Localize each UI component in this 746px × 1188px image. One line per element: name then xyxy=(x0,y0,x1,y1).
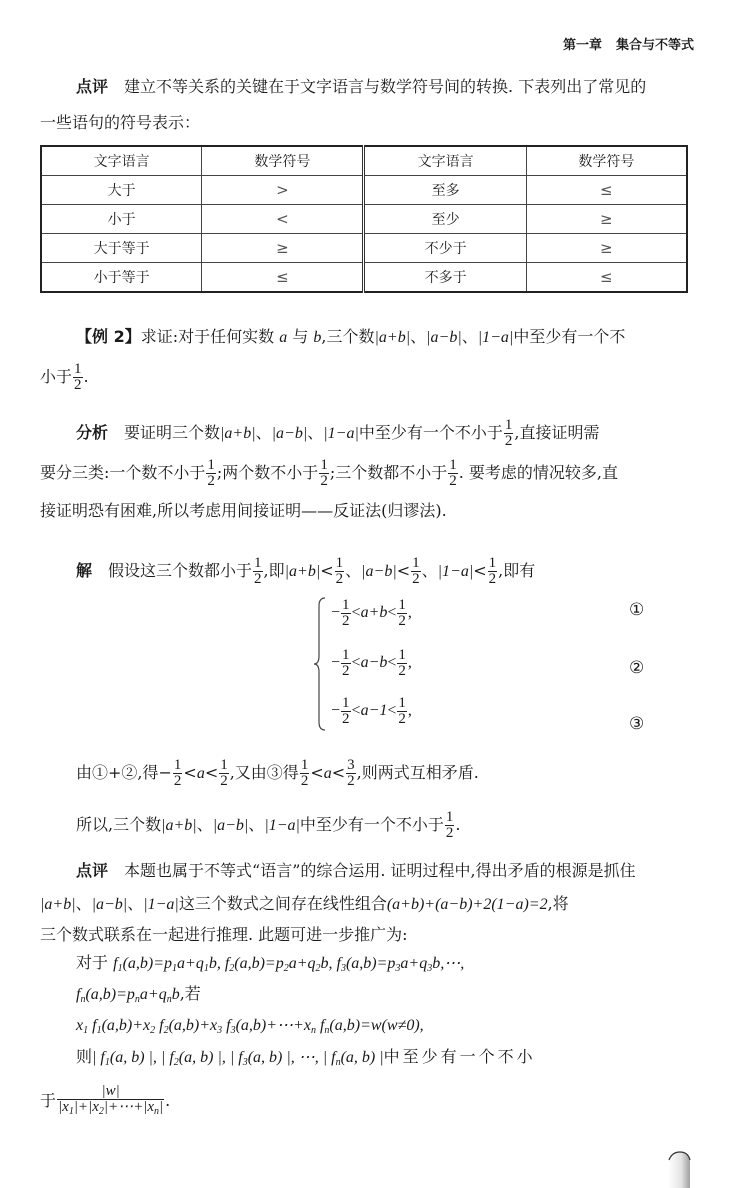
fraction-half xyxy=(73,362,83,393)
denominator: 2 xyxy=(300,773,309,789)
running-header xyxy=(563,34,694,53)
text: 、 xyxy=(307,423,324,442)
text: − xyxy=(331,702,341,720)
numerator: 1 xyxy=(74,361,82,377)
math-expr: |a+b| xyxy=(220,425,256,442)
generalization-line1 xyxy=(40,952,706,980)
text: 中至少有一个不 xyxy=(513,327,626,346)
fraction-half xyxy=(488,556,498,587)
text: − xyxy=(331,654,341,672)
numerator: 1 xyxy=(207,457,215,473)
denominator: $|x_1|+|x_2|+\cdots+|x_n|$ xyxy=(58,1099,164,1117)
text: 、 xyxy=(75,894,92,913)
denominator: 2 xyxy=(398,711,406,727)
table-header: 数学符号 xyxy=(526,146,687,176)
table-cell: 不少于 xyxy=(364,234,526,263)
text: 所以,三个数 xyxy=(76,815,162,834)
table-row xyxy=(41,176,687,205)
math-expr: |1−a| xyxy=(437,563,474,580)
equation-mark-1: ① xyxy=(629,600,645,620)
analysis-line3 xyxy=(40,500,706,522)
fraction-bound xyxy=(57,1084,164,1119)
text: < xyxy=(387,654,397,672)
numerator: 1 xyxy=(398,695,406,711)
text: 则 xyxy=(76,1047,93,1066)
numerator: 1 xyxy=(342,647,350,663)
text: ⋯ xyxy=(444,955,461,972)
fraction-half xyxy=(445,810,455,841)
text: 、 xyxy=(196,815,213,834)
denominator: 2 xyxy=(320,473,328,489)
text: 三个数式联系在一起进行推理. 此题可进一步推广为: xyxy=(40,925,408,944)
analysis-line2 xyxy=(40,458,706,489)
math-expr: |a−b| xyxy=(361,563,397,580)
text: 中至少有一个不小于 xyxy=(299,815,444,834)
text: . 要考虑的情况较多,直 xyxy=(458,463,618,482)
table-row xyxy=(41,205,687,234)
table-cell: 大于等于 xyxy=(41,234,202,263)
text: < xyxy=(351,654,361,672)
left-brace-icon xyxy=(313,596,327,732)
comment1-line2 xyxy=(40,112,706,134)
numerator: 3 xyxy=(347,757,355,773)
text: w(w≠0) xyxy=(370,1017,420,1034)
comment2-line2 xyxy=(40,893,706,916)
text: ;三个数都不小于 xyxy=(329,463,448,482)
var: a xyxy=(279,329,288,346)
numerator: 1 xyxy=(504,417,513,433)
text: 要证明三个数 xyxy=(124,423,221,442)
table-cell: 不多于 xyxy=(364,263,526,293)
text: < xyxy=(387,702,397,720)
text: 本题也属于不等式“语言”的综合运用. 证明过程中,得出矛盾的根源是抓住 xyxy=(124,861,636,880)
table-cell: ≥ xyxy=(202,234,364,263)
numerator: 1 xyxy=(488,555,497,571)
text: . xyxy=(455,815,461,834)
table-cell: ≤ xyxy=(526,263,687,293)
numerator: 1 xyxy=(342,695,350,711)
math-expr: |1−a| xyxy=(143,896,179,913)
denominator: 2 xyxy=(488,571,497,587)
math-expr: |a+b| xyxy=(161,817,197,834)
comment-text: 建立不等关系的关键在于文字语言与数学符号间的转换. 下表列出了常见的 xyxy=(124,77,647,96)
example-label: 【例 2】 xyxy=(76,327,141,346)
text: , xyxy=(407,604,412,622)
text: < xyxy=(387,604,397,622)
text: 小于 xyxy=(40,367,73,386)
comment2-line3 xyxy=(40,924,706,946)
math-expr: |1−a| xyxy=(477,329,514,346)
denominator: 2 xyxy=(412,571,420,587)
text: ;两个数不小于 xyxy=(216,463,319,482)
text: 要分三类:一个数不小于 xyxy=(40,463,206,482)
text: ,将 xyxy=(547,894,569,913)
table-row xyxy=(41,263,687,293)
solution-line1 xyxy=(40,556,706,587)
generalization-line3 xyxy=(40,1014,706,1042)
fraction-half xyxy=(397,598,407,629)
text: 与 xyxy=(292,327,309,346)
numerator: 1 xyxy=(445,809,454,825)
table-cell: 至少 xyxy=(364,205,526,234)
inequality-row-3 xyxy=(331,696,412,727)
var: a xyxy=(196,765,205,782)
fraction-half xyxy=(397,648,407,679)
fraction-half xyxy=(206,458,216,489)
text: < xyxy=(310,763,324,782)
table-cell: 小于 xyxy=(41,205,202,234)
math-expr: $f_1(a,b)=p_1a+q_1b$, $f_2(a,b)=p_2a+q_2b$, $f_3(a,b)=p_3a+q_3b,\cdots$, xyxy=(113,955,465,974)
text: 接证明恐有困难,所以考虑用间接证明——反证法(归谬法). xyxy=(40,501,447,520)
fraction-half xyxy=(397,696,407,727)
fraction-half xyxy=(411,556,421,587)
math-expr: $x_1$ $f_1(a,b)+x_2$ $f_2(a,b)+x_3$ $f_3(a,b)+\cdots+x_n$ $f_n(a,b)=w(w\ne 0)$, xyxy=(76,1017,424,1036)
text: ,三个数 xyxy=(321,327,375,346)
fraction-half xyxy=(219,758,229,789)
math-expr: |a+b| xyxy=(284,563,321,580)
numerator: 1 xyxy=(320,457,328,473)
table-header: 文字语言 xyxy=(41,146,202,176)
inequality-row-1 xyxy=(331,598,412,629)
table-cell: > xyxy=(202,176,364,205)
text: − xyxy=(158,763,172,782)
text: 假设这三个数都小于 xyxy=(108,561,253,580)
table-header: 数学符号 xyxy=(202,146,364,176)
equation-mark-2: ② xyxy=(629,658,645,678)
deduction-line xyxy=(40,758,706,789)
numerator: 1 xyxy=(398,597,406,613)
table-cell: ≤ xyxy=(202,263,364,293)
comment2-line1 xyxy=(40,860,706,882)
text: 、 xyxy=(255,423,272,442)
inequality-row-2 xyxy=(331,648,412,679)
math-expr: a−b xyxy=(360,654,388,672)
denominator: 2 xyxy=(504,433,513,449)
denominator: 2 xyxy=(398,613,406,629)
text: ,又由③得 xyxy=(229,763,299,782)
text: . xyxy=(83,367,89,386)
denominator: 2 xyxy=(445,825,454,841)
text: − xyxy=(331,604,341,622)
math-expr: a+b xyxy=(360,604,388,622)
fraction-half xyxy=(341,648,351,679)
numerator: 1 xyxy=(173,757,182,773)
table-header-row xyxy=(41,146,687,176)
math-expr: $f_n(a,b)=p_na+q_nb$ xyxy=(76,986,180,1005)
chapter-title: 集合与不等式 xyxy=(615,38,694,53)
analysis-line1 xyxy=(40,418,706,449)
example-line2 xyxy=(40,362,706,393)
text: ,若 xyxy=(179,984,201,1003)
denominator: 2 xyxy=(74,377,82,393)
generalization-line4 xyxy=(40,1046,706,1074)
fraction-half xyxy=(335,556,345,587)
denominator: 2 xyxy=(342,711,350,727)
math-expr: |1−a| xyxy=(323,425,359,442)
fraction-half xyxy=(448,458,458,489)
math-expr: |a−b| xyxy=(91,896,128,913)
analysis-label: 分析 xyxy=(76,423,109,442)
table-header: 文字语言 xyxy=(364,146,526,176)
text: < xyxy=(183,763,197,782)
table-cell: 小于等于 xyxy=(41,263,202,293)
math-expr: |1−a| xyxy=(264,817,300,834)
numerator: 1 xyxy=(449,457,457,473)
text: 中至少有一个不小于 xyxy=(358,423,503,442)
math-expr: |a+b| xyxy=(40,896,76,913)
fraction-half xyxy=(253,556,263,587)
fraction-half xyxy=(173,758,183,789)
denominator: 2 xyxy=(254,571,262,587)
symbol-table xyxy=(40,145,688,293)
text: 、 xyxy=(345,561,362,580)
example-line1 xyxy=(40,326,706,349)
text: , xyxy=(407,702,412,720)
denominator: 2 xyxy=(173,773,182,789)
comment-label: 点评 xyxy=(76,77,109,96)
text: ,即 xyxy=(263,561,285,580)
conclusion-line xyxy=(40,810,706,841)
solution-label: 解 xyxy=(76,561,93,580)
text: 、 xyxy=(421,561,438,580)
text: 、 xyxy=(127,894,144,913)
numerator: 1 xyxy=(342,597,350,613)
table-cell: 大于 xyxy=(41,176,202,205)
equation-mark-3: ③ xyxy=(629,714,645,734)
text: 、 xyxy=(410,327,427,346)
numerator: 1 xyxy=(398,647,406,663)
text: 于 xyxy=(40,1091,57,1110)
text: 中至少有一个不小 xyxy=(383,1047,536,1066)
fraction-three-halves xyxy=(346,758,356,789)
text: ,则两式互相矛盾. xyxy=(356,763,479,782)
denominator: 2 xyxy=(342,663,350,679)
text: < xyxy=(204,763,219,782)
text: . xyxy=(165,1091,171,1110)
table-cell: < xyxy=(202,205,364,234)
text: < xyxy=(351,604,361,622)
text: 对于 xyxy=(76,953,109,972)
numerator: 1 xyxy=(335,555,344,571)
text: ,即有 xyxy=(498,561,536,580)
comment-label: 点评 xyxy=(76,861,109,880)
fraction-half xyxy=(341,598,351,629)
numerator: 1 xyxy=(412,555,420,571)
math-expr: |a+b| xyxy=(374,329,411,346)
fraction-half xyxy=(300,758,310,789)
math-expr: |a−b| xyxy=(426,329,462,346)
numerator: 1 xyxy=(300,757,309,773)
denominator: 2 xyxy=(398,663,406,679)
math-expr: (a+b)+(a−b)+2(1−a)=2 xyxy=(386,896,548,913)
text: < xyxy=(473,561,487,580)
denominator: 2 xyxy=(342,613,350,629)
denominator: 2 xyxy=(207,473,215,489)
fraction-half xyxy=(504,418,514,449)
text: < xyxy=(351,702,361,720)
generalization-line2 xyxy=(40,983,706,1011)
denominator: 2 xyxy=(220,773,228,789)
comment1-line1 xyxy=(40,76,706,98)
table-cell: 至多 xyxy=(364,176,526,205)
numerator: 1 xyxy=(220,757,228,773)
text: 求证:对于任何实数 xyxy=(140,327,275,346)
denominator: 2 xyxy=(347,773,355,789)
var: a xyxy=(323,765,332,782)
text: < xyxy=(320,561,334,580)
text: , xyxy=(407,654,412,672)
table-cell: ≥ xyxy=(526,234,687,263)
var: b xyxy=(313,329,322,346)
text: 由①+②,得 xyxy=(76,763,159,782)
table-cell: ≤ xyxy=(526,176,687,205)
text: < xyxy=(396,561,411,580)
math-expr: |a−b| xyxy=(212,817,249,834)
comment-text: 一些语句的符号表示： xyxy=(40,113,201,132)
fraction-half xyxy=(341,696,351,727)
text: ,直接证明需 xyxy=(514,423,600,442)
numerator: |w| xyxy=(57,1084,164,1100)
generalization-line5 xyxy=(40,1084,706,1119)
math-expr: |a−b| xyxy=(271,425,308,442)
table-cell: ≥ xyxy=(526,205,687,234)
text: < xyxy=(331,763,346,782)
text: 、 xyxy=(248,815,265,834)
numerator: 1 xyxy=(254,555,262,571)
denominator: 2 xyxy=(335,571,344,587)
math-expr: | $f_1(a$, b) |, | $f_2(a$, b) |, | $f_3(a$, b) |, ⋯, | $f_n(a$, b) | xyxy=(92,1049,384,1068)
text: 这三个数式之间存在线性组合 xyxy=(178,894,387,913)
math-expr: a−1 xyxy=(360,702,388,720)
table-row xyxy=(41,234,687,263)
text: 、 xyxy=(461,327,478,346)
fraction-half xyxy=(319,458,329,489)
chapter-number: 第一章 xyxy=(562,38,602,53)
page-curl-icon xyxy=(660,1148,700,1188)
denominator: 2 xyxy=(449,473,457,489)
inequality-system xyxy=(313,596,713,736)
